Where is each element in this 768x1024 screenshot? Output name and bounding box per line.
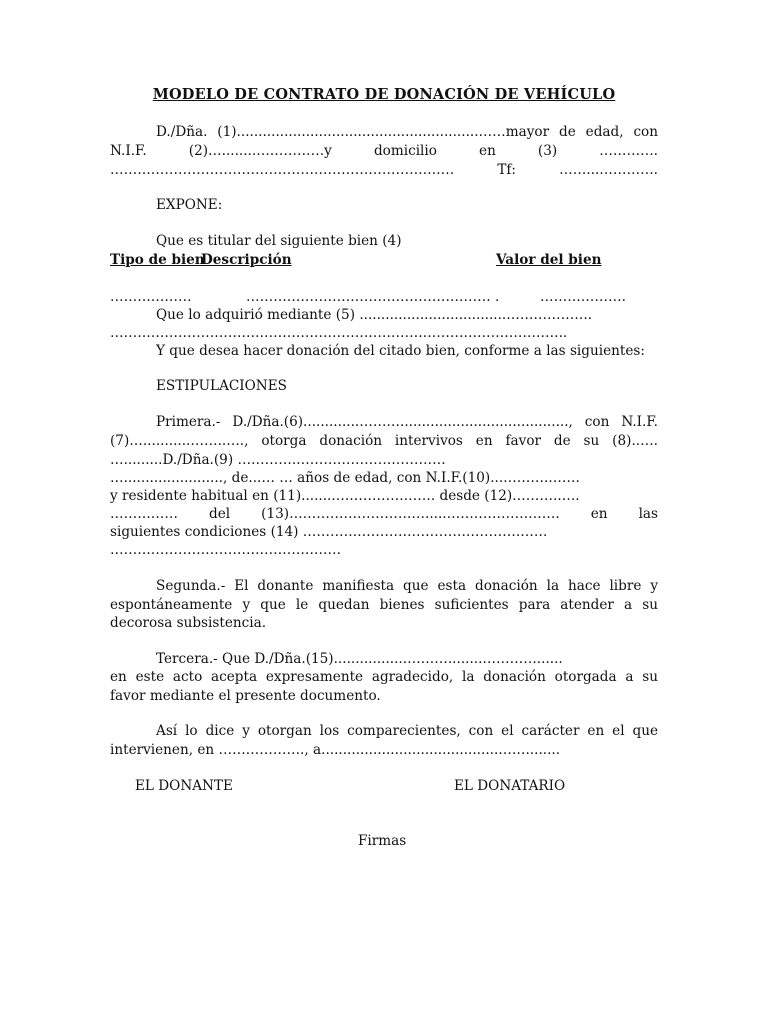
tercera-line-3: favor mediante el presente documento.: [110, 688, 381, 704]
segunda-line-3: decorosa subsistencia.: [110, 615, 267, 631]
estipulaciones-heading: ESTIPULACIONES: [156, 378, 287, 394]
primera-line-2: (7)…...........……..…., otorga donación intervivos en favor de su (8)..….: [110, 433, 658, 449]
donatario-label: EL DONATARIO: [454, 778, 566, 794]
blank-tipo: ………………: [110, 289, 192, 305]
desea-line: Y que desea hacer donación del citado bien, conforme a las siguientes:: [156, 343, 645, 359]
primera-line-6: …………… del (13)………………………….....……………………. en las: [110, 506, 658, 522]
adquirio-line-2: ………………………………………………………………………………………..: [110, 325, 568, 341]
primera-line-4: …......................., de...… … años de edad, con N.I.F.(10)...……….…….: [110, 470, 580, 486]
expone-heading: EXPONE:: [156, 197, 223, 213]
blank-valor: ……………….: [540, 289, 626, 305]
primera-line-3: ….........D./Dña.(9) ………….……………………………: [110, 452, 446, 468]
segunda-line-1: Segunda.- El donante manifiesta que esta donación la hace libre y: [156, 578, 658, 594]
intro-line-1: D./Dña. (1)........................................................……mayor de edad, con: [156, 124, 658, 140]
col-tipo-de-bien: Tipo de bien: [110, 252, 205, 268]
firmas-label: Firmas: [358, 833, 407, 849]
document-title: MODELO DE CONTRATO DE DONACIÓN DE VEHÍCULO: [152, 86, 616, 103]
primera-line-8: ……………………………………………: [110, 542, 342, 558]
tercera-line-2: en este acto acepta expresamente agradecido, la donación otorgada a su: [110, 669, 658, 685]
adquirio-line-1: Que lo adquirió mediante (5) ..................................……………….: [156, 307, 593, 323]
intro-line-3: ……………………………………………………………….… Tf: ……...………….: [110, 162, 658, 178]
donante-label: EL DONANTE: [135, 778, 233, 794]
intro-line-2: N.I.F. (2)…........……………y domicilio en (3) ………….: [110, 143, 658, 159]
primera-line-5: y residente habitual en (11)........…………………. desde (12)……….…..: [110, 488, 580, 504]
titular-line: Que es titular del siguiente bien (4): [156, 233, 402, 249]
col-descripcion: Descripción: [201, 252, 292, 268]
segunda-line-2: espontáneamente y que le quedan bienes suficientes para atender a su: [110, 597, 658, 613]
tercera-line-1: Tercera.- Que D./Dña.(15).................………........…………......: [156, 651, 563, 667]
col-valor-del-bien: Valor del bien: [496, 252, 602, 268]
primera-line-1: Primera.- D./Dña.(6).............………......................................., con N.I.F.: [156, 414, 658, 430]
asi-line-1: Así lo dice y otorgan los comparecientes, con el carácter en el que: [156, 723, 658, 739]
blank-descripcion: ……………………………………………… .: [246, 289, 500, 305]
primera-line-7: siguientes condiciones (14) ………………………………………………: [110, 524, 548, 540]
asi-line-2: intervienen, en ………………., a.........................................……........: [110, 742, 561, 758]
